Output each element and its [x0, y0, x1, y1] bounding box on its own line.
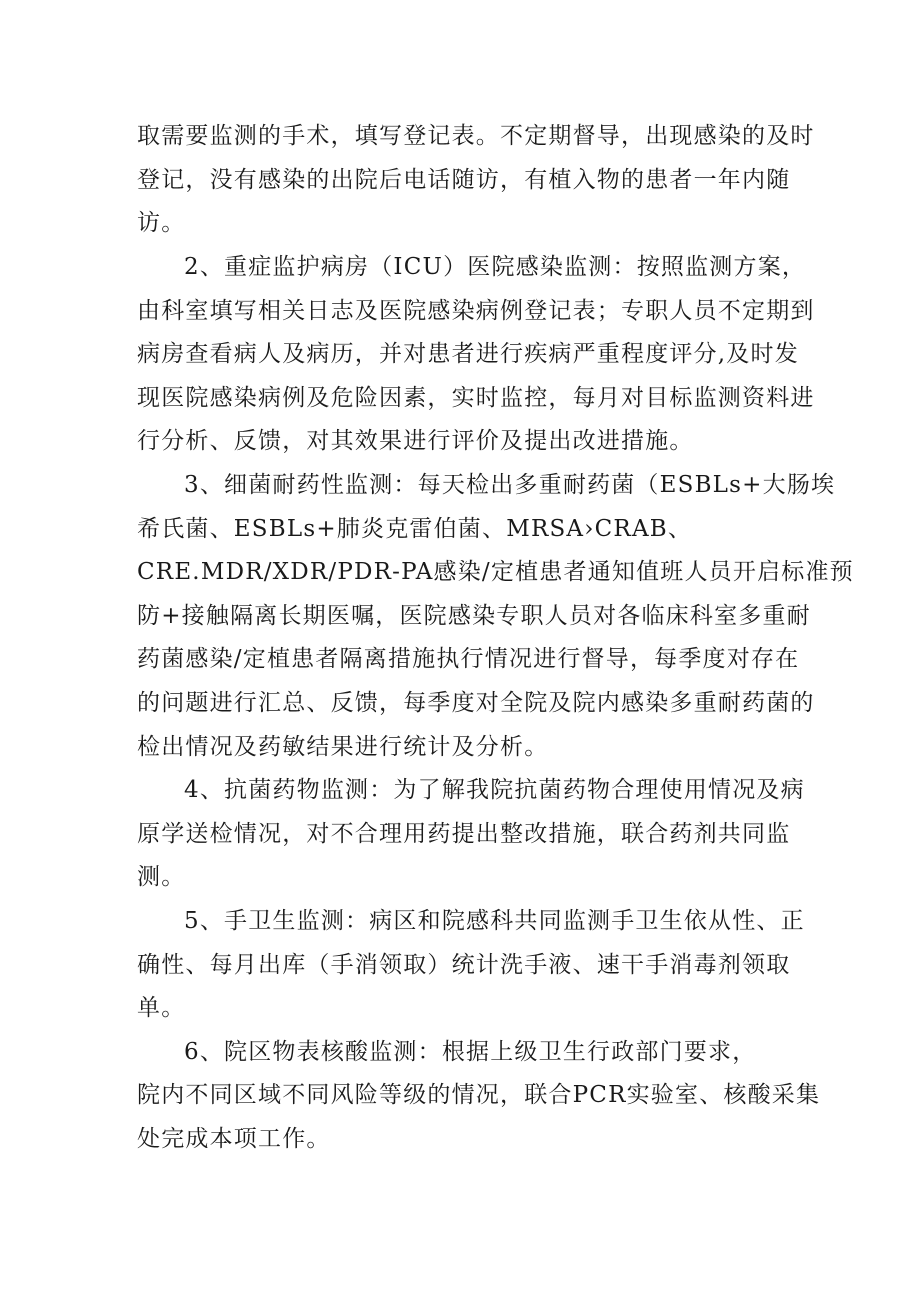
text-line: 2、重症监护病房（ICU）医院感染监测：按照监测方案， — [184, 254, 807, 280]
text-line: 访。 — [137, 210, 186, 236]
text-line: 3、细菌耐药性监测：每天检出多重耐药菌（ESBLs+大肠埃 — [184, 472, 836, 498]
text-line: CRE.MDR/XDR/PDR-PA感染/定植患者通知值班人员开启标准预 — [137, 559, 854, 585]
text-line: 行分析、反馈，对其效果进行评价及提出改进措施。 — [137, 428, 694, 454]
text-line: 测。 — [137, 864, 186, 890]
text-line: 5、手卫生监测：病区和院感科共同监测手卫生依从性、正 — [184, 908, 805, 934]
text-line: 确性、每月出库（手消领取）统计洗手液、速干手消毒剂领取 — [137, 952, 791, 978]
text-line: 登记，没有感染的出院后电话随访，有植入物的患者一年内随 — [137, 167, 791, 193]
text-line: 4、抗菌药物监测：为了解我院抗菌药物合理使用情况及病 — [184, 777, 805, 803]
text-line: 单。 — [137, 995, 186, 1021]
text-line: 院内不同区域不同风险等级的情况，联合PCR实验室、核酸采集 — [137, 1082, 821, 1108]
text-line: 希氏菌、ESBLs+肺炎克雷伯菌、MRSA›CRAB、 — [137, 516, 693, 542]
text-line: 药菌感染/定植患者隔离措施执行情况进行督导，每季度对存在 — [137, 646, 800, 672]
text-line: 取需要监测的手术，填写登记表。不定期督导，出现感染的及时 — [137, 123, 815, 149]
text-line: 的问题进行汇总、反馈，每季度对全院及院内感染多重耐药菌的 — [137, 690, 815, 716]
text-line: 防+接触隔离长期医嘱，医院感染专职人员对各临床科室多重耐 — [137, 603, 811, 629]
text-line: 检出情况及药敏结果进行统计及分析。 — [137, 734, 549, 760]
text-line: 病房查看病人及病历，并对患者进行疾病严重程度评分,及时发 — [137, 341, 799, 367]
text-line: 6、院区物表核酸监测：根据上级卫生行政部门要求， — [184, 1039, 757, 1065]
text-line: 处完成本项工作。 — [137, 1126, 331, 1152]
text-line: 原学送检情况，对不合理用药提出整改措施，联合药剂共同监 — [137, 821, 791, 847]
text-line: 现医院感染病例及危险因素，实时监控，每月对目标监测资料进 — [137, 385, 815, 411]
text-line: 由科室填写相关日志及医院感染病例登记表；专职人员不定期到 — [137, 298, 815, 324]
